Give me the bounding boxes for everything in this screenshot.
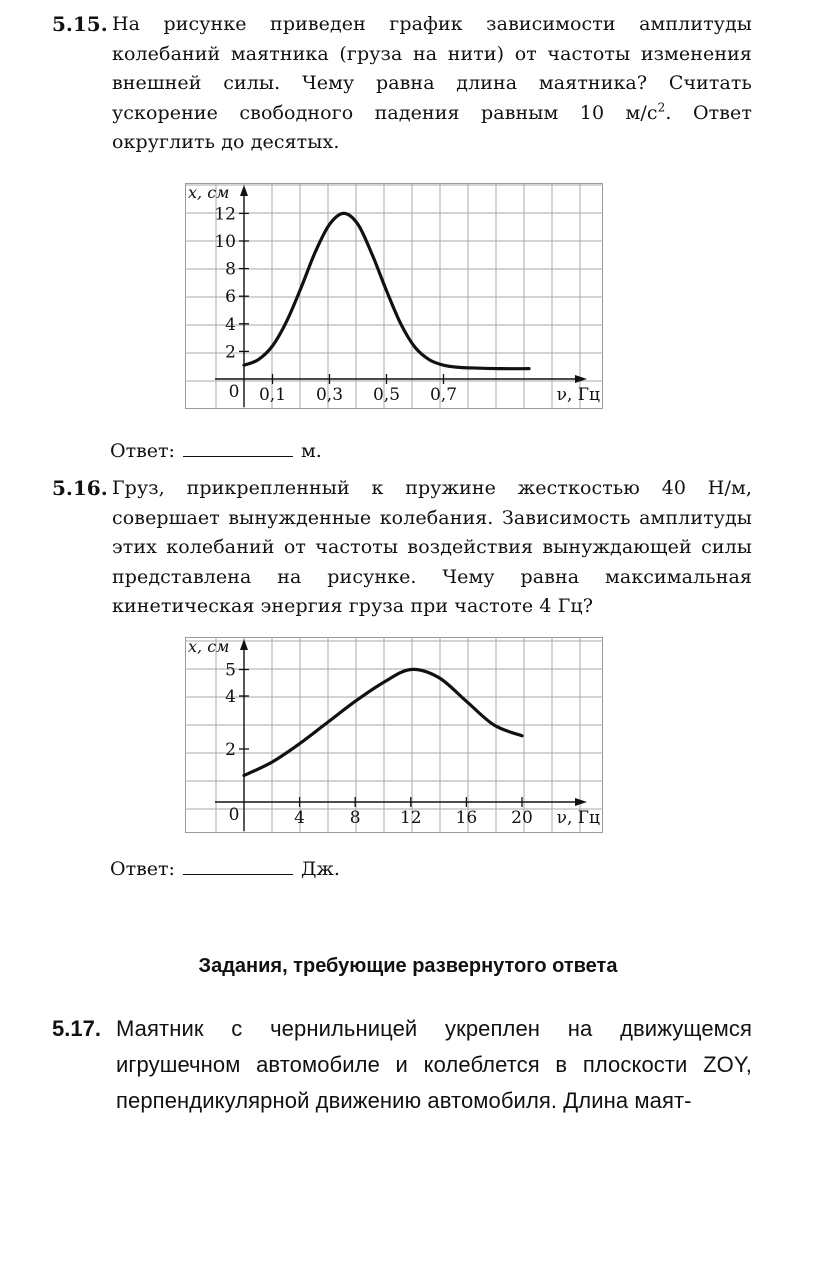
x-tick-label: 20: [511, 808, 533, 828]
y-axis-label: x, см: [188, 637, 230, 656]
answer-line-5-15: [110, 440, 322, 462]
y-tick-label: 10: [214, 232, 236, 252]
answer-blank[interactable]: [183, 442, 293, 457]
problem-number: 5.15.: [52, 12, 108, 36]
answer-unit: Дж.: [300, 858, 340, 880]
amplitude-frequency-chart-1: [185, 183, 603, 409]
answer-blank[interactable]: [183, 860, 293, 875]
grid-frame: [186, 638, 603, 833]
problem-5-15: [52, 10, 752, 158]
problem-number: 5.17.: [52, 1016, 101, 1041]
y-tick-label: 4: [225, 314, 236, 335]
origin-label: 0: [228, 805, 240, 825]
problem-5-16: [52, 474, 752, 622]
answer-label: Ответ:: [110, 858, 175, 880]
origin-label: 0: [228, 382, 240, 402]
answer-label: Ответ:: [110, 440, 175, 462]
problem-5-17: [52, 1011, 752, 1119]
y-tick-label: 6: [225, 287, 236, 308]
y-axis-arrow: [240, 185, 248, 196]
x-tick-label: 8: [349, 808, 361, 828]
problem-text: Груз, прикрепленный к пружине жесткостью 40 Н/м, совершает вынужденные колебания. Зависимость амплитуды этих колебаний от частоты воздействия вынуждающей силы представлена на рисунке. Чему равна максимальная кинетическая энергия груза при частоте 4 Гц?: [112, 477, 752, 617]
answer-unit: м.: [300, 440, 322, 462]
answer-line-5-16: [110, 858, 340, 880]
y-tick-label: 8: [225, 259, 236, 280]
x-tick-label: 0,5: [372, 385, 401, 405]
x-axis-label: ν, Гц: [556, 385, 600, 405]
y-tick-label: 4: [225, 687, 236, 707]
y-axis-label: x, см: [188, 183, 230, 202]
x-tick-label: 0,7: [429, 385, 458, 405]
problem-text: На рисунке приведен график зависимости амплитуды колебаний маятника (груза на нити) от частоты изменения внешней силы. Чему равна длина маятника? Считать ускорение свободного падения равным 10 $м/с^2$. Ответ округлить до десятых.: [112, 13, 753, 153]
series-line: [244, 213, 529, 368]
x-axis-arrow: [575, 375, 587, 383]
x-tick-label: 0,1: [258, 385, 287, 405]
x-axis-arrow: [575, 798, 587, 806]
x-tick-label: 16: [455, 808, 478, 828]
y-tick-label: 12: [214, 204, 236, 225]
x-axis-label: ν, Гц: [556, 808, 600, 828]
problem-number: 5.16.: [52, 476, 108, 500]
x-tick-label: 4: [294, 808, 306, 828]
y-tick-label: 5: [225, 660, 236, 681]
section-title: Задания, требующие развернутого ответа: [198, 955, 618, 977]
x-tick-label: 12: [399, 808, 422, 828]
problem-text: Маятник с чернильницей укреплен на движущемся игрушечном автомобиле и колеблется в плоскости ZOY, перпендикулярной движению автомобиля. Длина маят-: [116, 1016, 752, 1113]
amplitude-frequency-chart-2: [185, 637, 603, 833]
y-tick-label: 2: [225, 342, 236, 363]
y-tick-label: 2: [225, 740, 236, 760]
series-line: [244, 669, 522, 775]
x-tick-label: 0,3: [315, 385, 344, 405]
